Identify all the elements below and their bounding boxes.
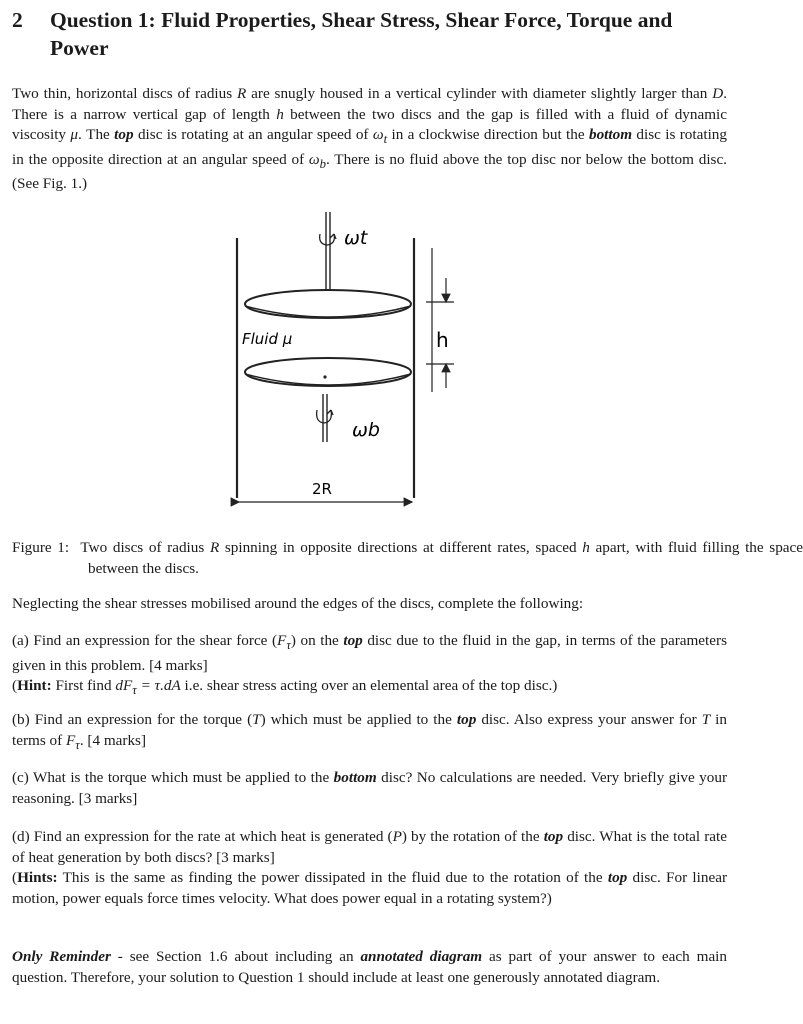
omega-b-label: ωb — [352, 419, 380, 441]
question-heading — [12, 6, 737, 62]
instruction-text: Neglecting the shear stresses mobilised around the edges of the discs, complete the following: — [12, 595, 584, 612]
two-r-label: 2R — [312, 480, 332, 498]
figure-caption: Figure 1: Two discs of radius R spinning in opposite directions at different rates, spaced h apart, with fluid filling the space between the discs. — [12, 539, 803, 577]
figure-1-diagram — [226, 210, 516, 520]
section-number: 2 — [12, 8, 23, 32]
bottom-disc — [245, 358, 411, 386]
part-b: (b) Find an expression for the torque (T) which must be applied to the top disc. Also express your answer for T in terms of $F_\tau$. [4 marks] — [12, 711, 727, 752]
part-a: (a) Find an expression for the shear force $(F_\tau)$ on the top disc due to the fluid in the gap, in terms of the parameters given in this problem. [4 marks] (Hint: First find $dF_\tau = \tau.dA$ i.e. shear stress acting over an elemental area of the top disc.) — [12, 632, 727, 698]
fluid-label: Fluid μ — [242, 330, 293, 348]
part-d: (d) Find an expression for the rate at which heat is generated (P) by the rotation of the top disc. What is the total rate of heat generation by both discs? [3 marks] (Hints: This is the same as finding the power dissipated in the fluid due to the rotation of the top disc. For linear motion, power equals force times velocity. What does power equal in a rotating system?) — [12, 828, 727, 907]
omega-t-label: ωt — [344, 227, 368, 249]
part-c: (c) What is the torque which must be applied to the bottom disc? No calculations are needed. Very briefly give your reasoning. [3 marks] — [12, 769, 728, 807]
intro-paragraph: Two thin, horizontal discs of radius R are snugly housed in a vertical cylinder with diameter slightly larger than D. There is a narrow vertical gap of length h between the two discs and the gap is filled with a fluid of dynamic viscosity μ. The top disc is rotating at an angular speed of $\omega_t$ in a clockwise direction but the bottom disc is rotating in the opposite direction at an angular speed of $\omega_b$. There is no fluid above the top disc nor below the bottom disc. (See Fig. 1.) — [12, 85, 727, 193]
h-dimension-label: h — [436, 328, 449, 352]
top-disc — [245, 290, 411, 318]
question-title: Question 1: Fluid Properties, Shear Stress, Shear Force, Torque and Power — [50, 8, 673, 60]
reminder-paragraph: Only Reminder - see Section 1.6 about including an annotated diagram as part of your answer to each main question. Therefore, your solution to Question 1 should include at least one generously annotated diagram. — [12, 948, 727, 986]
